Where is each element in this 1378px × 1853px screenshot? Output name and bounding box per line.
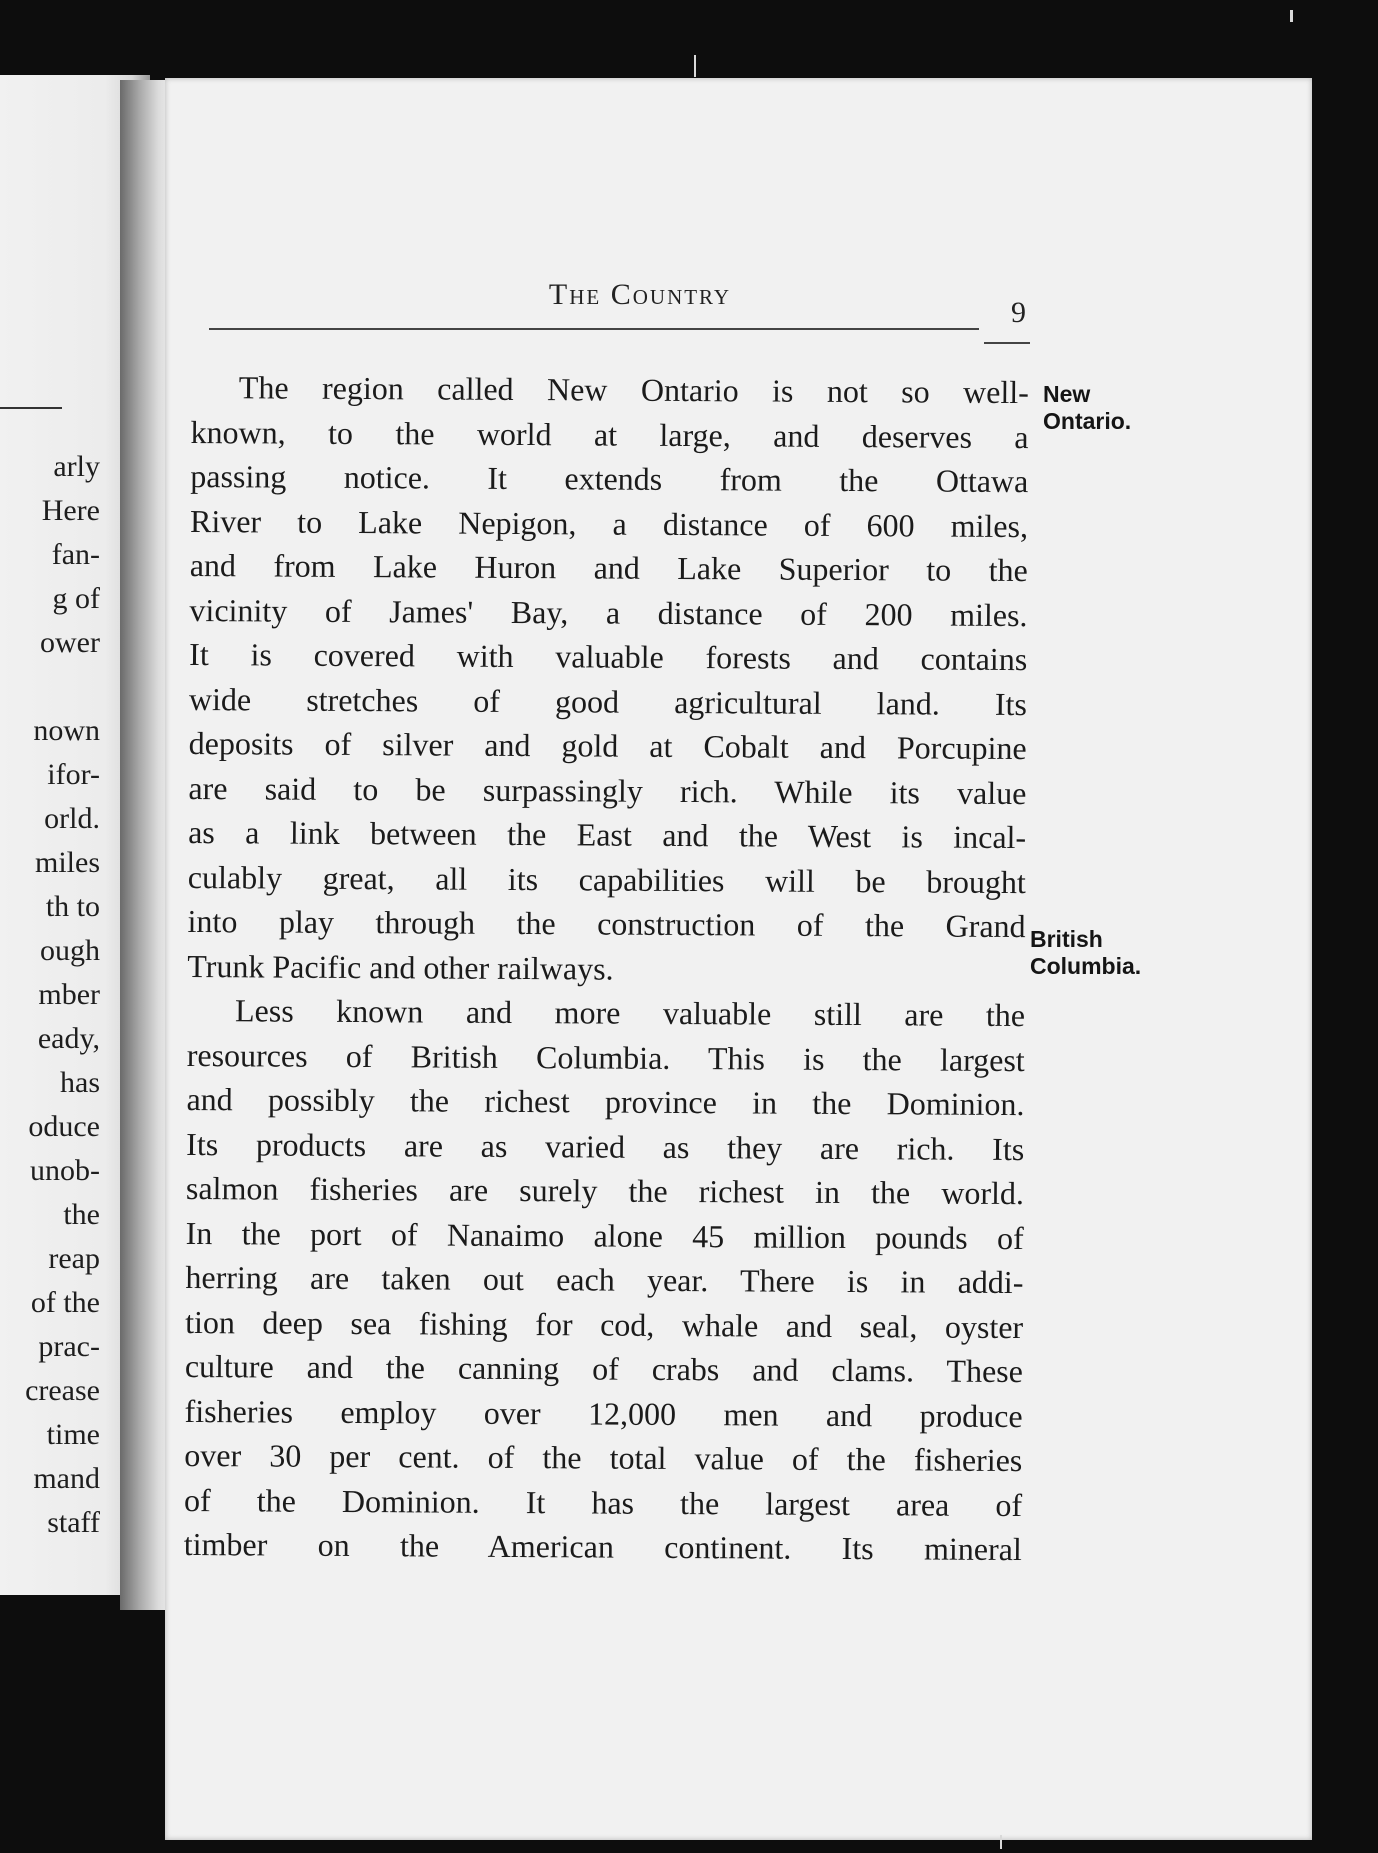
sidenote-british-columbia [1030, 926, 1141, 980]
text-line: Less known and more valuable still are the [234, 992, 1026, 1034]
text-line: River to Lake Nepigon, a distance of 600 miles, [189, 502, 1029, 544]
left-line: mber [38, 978, 100, 1011]
left-line: ower [40, 626, 100, 659]
left-line: unob- [30, 1154, 100, 1187]
left-line: miles [35, 846, 100, 879]
left-line: time [46, 1418, 100, 1451]
text-line: passing notice. It extends from the Ottawa [190, 457, 1029, 500]
text-line: fisheries employ over 12,000 men and produce [184, 1392, 1023, 1434]
text-line: The region called New Ontario is not so well- [238, 369, 1029, 411]
text-line: over 30 per cent. of the total value of the fisheries [184, 1436, 1023, 1479]
running-head: The Country [548, 278, 732, 311]
left-line: prac- [38, 1330, 100, 1363]
left-line: Here [41, 494, 100, 527]
left-line: nown [33, 714, 100, 747]
sidenote-line: British [1030, 926, 1103, 952]
left-line: g of [52, 582, 100, 615]
left-line: reap [48, 1242, 100, 1275]
left-line: the [63, 1198, 100, 1231]
text-line: tion deep sea fishing for cod, whale and seal, oyster [185, 1303, 1024, 1345]
text-line: resources of British Columbia. This is the largest [186, 1036, 1025, 1078]
text-line: deposits of silver and gold at Cobalt and Porcupine [188, 724, 1027, 767]
text-line: In the port of Nanaimo alone 45 million pounds of [185, 1214, 1024, 1256]
text-line: Its products are as varied as they are rich. Its [186, 1125, 1025, 1167]
left-line: ifor- [47, 758, 100, 791]
sidenote-line: Ontario. [1043, 408, 1132, 434]
text-line: of the Dominion. It has the largest area of [183, 1481, 1023, 1523]
text-line: known, to the world at large, and deserves a [190, 413, 1029, 455]
left-line: eady, [37, 1022, 100, 1055]
text-line: herring are taken out each year. There is in addi- [185, 1258, 1024, 1301]
text-line: vicinity of James' Bay, a distance of 200 miles. [189, 591, 1028, 633]
left-line-gap [0, 665, 100, 709]
left-line: th to [45, 890, 100, 923]
paragraph-new-ontario [187, 365, 1029, 993]
left-line: orld. [44, 802, 100, 835]
left-line: has [60, 1066, 100, 1099]
text-line: into play through the construction of the Grand [187, 902, 1026, 945]
text-line: as a link between the East and the West is incal- [188, 813, 1027, 856]
book-page [165, 78, 1312, 1840]
body-text [184, 365, 1029, 1572]
scan-speck [694, 55, 696, 77]
left-line: arly [53, 450, 100, 483]
left-line: ough [40, 934, 100, 967]
header-rule [209, 328, 979, 330]
left-line: fan- [51, 538, 100, 571]
left-line: oduce [28, 1110, 100, 1143]
text-line: culture and the canning of crabs and clams. These [184, 1347, 1023, 1390]
left-line: crease [25, 1374, 100, 1407]
left-line: of the [30, 1286, 100, 1319]
paragraph-british-columbia [184, 988, 1026, 1572]
sidenote-new-ontario [1043, 381, 1131, 435]
text-line: It is covered with valuable forests and contains [189, 635, 1028, 678]
text-line: and from Lake Huron and Lake Superior to the [189, 546, 1028, 589]
left-page-text [0, 445, 100, 1545]
left-line: mand [33, 1462, 100, 1495]
text-line: are said to be surpassingly rich. While its value [188, 769, 1027, 811]
page-number: 9 [1011, 296, 1026, 329]
scan-speck [1000, 1835, 1002, 1849]
scan-speck [1290, 10, 1293, 22]
text-line: timber on the American continent. Its mineral [183, 1525, 1022, 1568]
left-page-rule [0, 407, 62, 409]
text-line: wide stretches of good agricultural land. Its [188, 680, 1028, 722]
text-line: Trunk Pacific and other railways. [187, 947, 614, 987]
text-line: salmon fisheries are surely the richest in the world. [185, 1169, 1025, 1212]
text-line: culably great, all its capabilities will be brought [187, 858, 1026, 900]
text-line: and possibly the richest province in the Dominion. [186, 1080, 1025, 1123]
sidenote-line: Columbia. [1030, 953, 1142, 979]
left-line: staff [47, 1506, 100, 1539]
header-rule-short [984, 342, 1030, 344]
sidenote-line: New [1043, 381, 1091, 407]
